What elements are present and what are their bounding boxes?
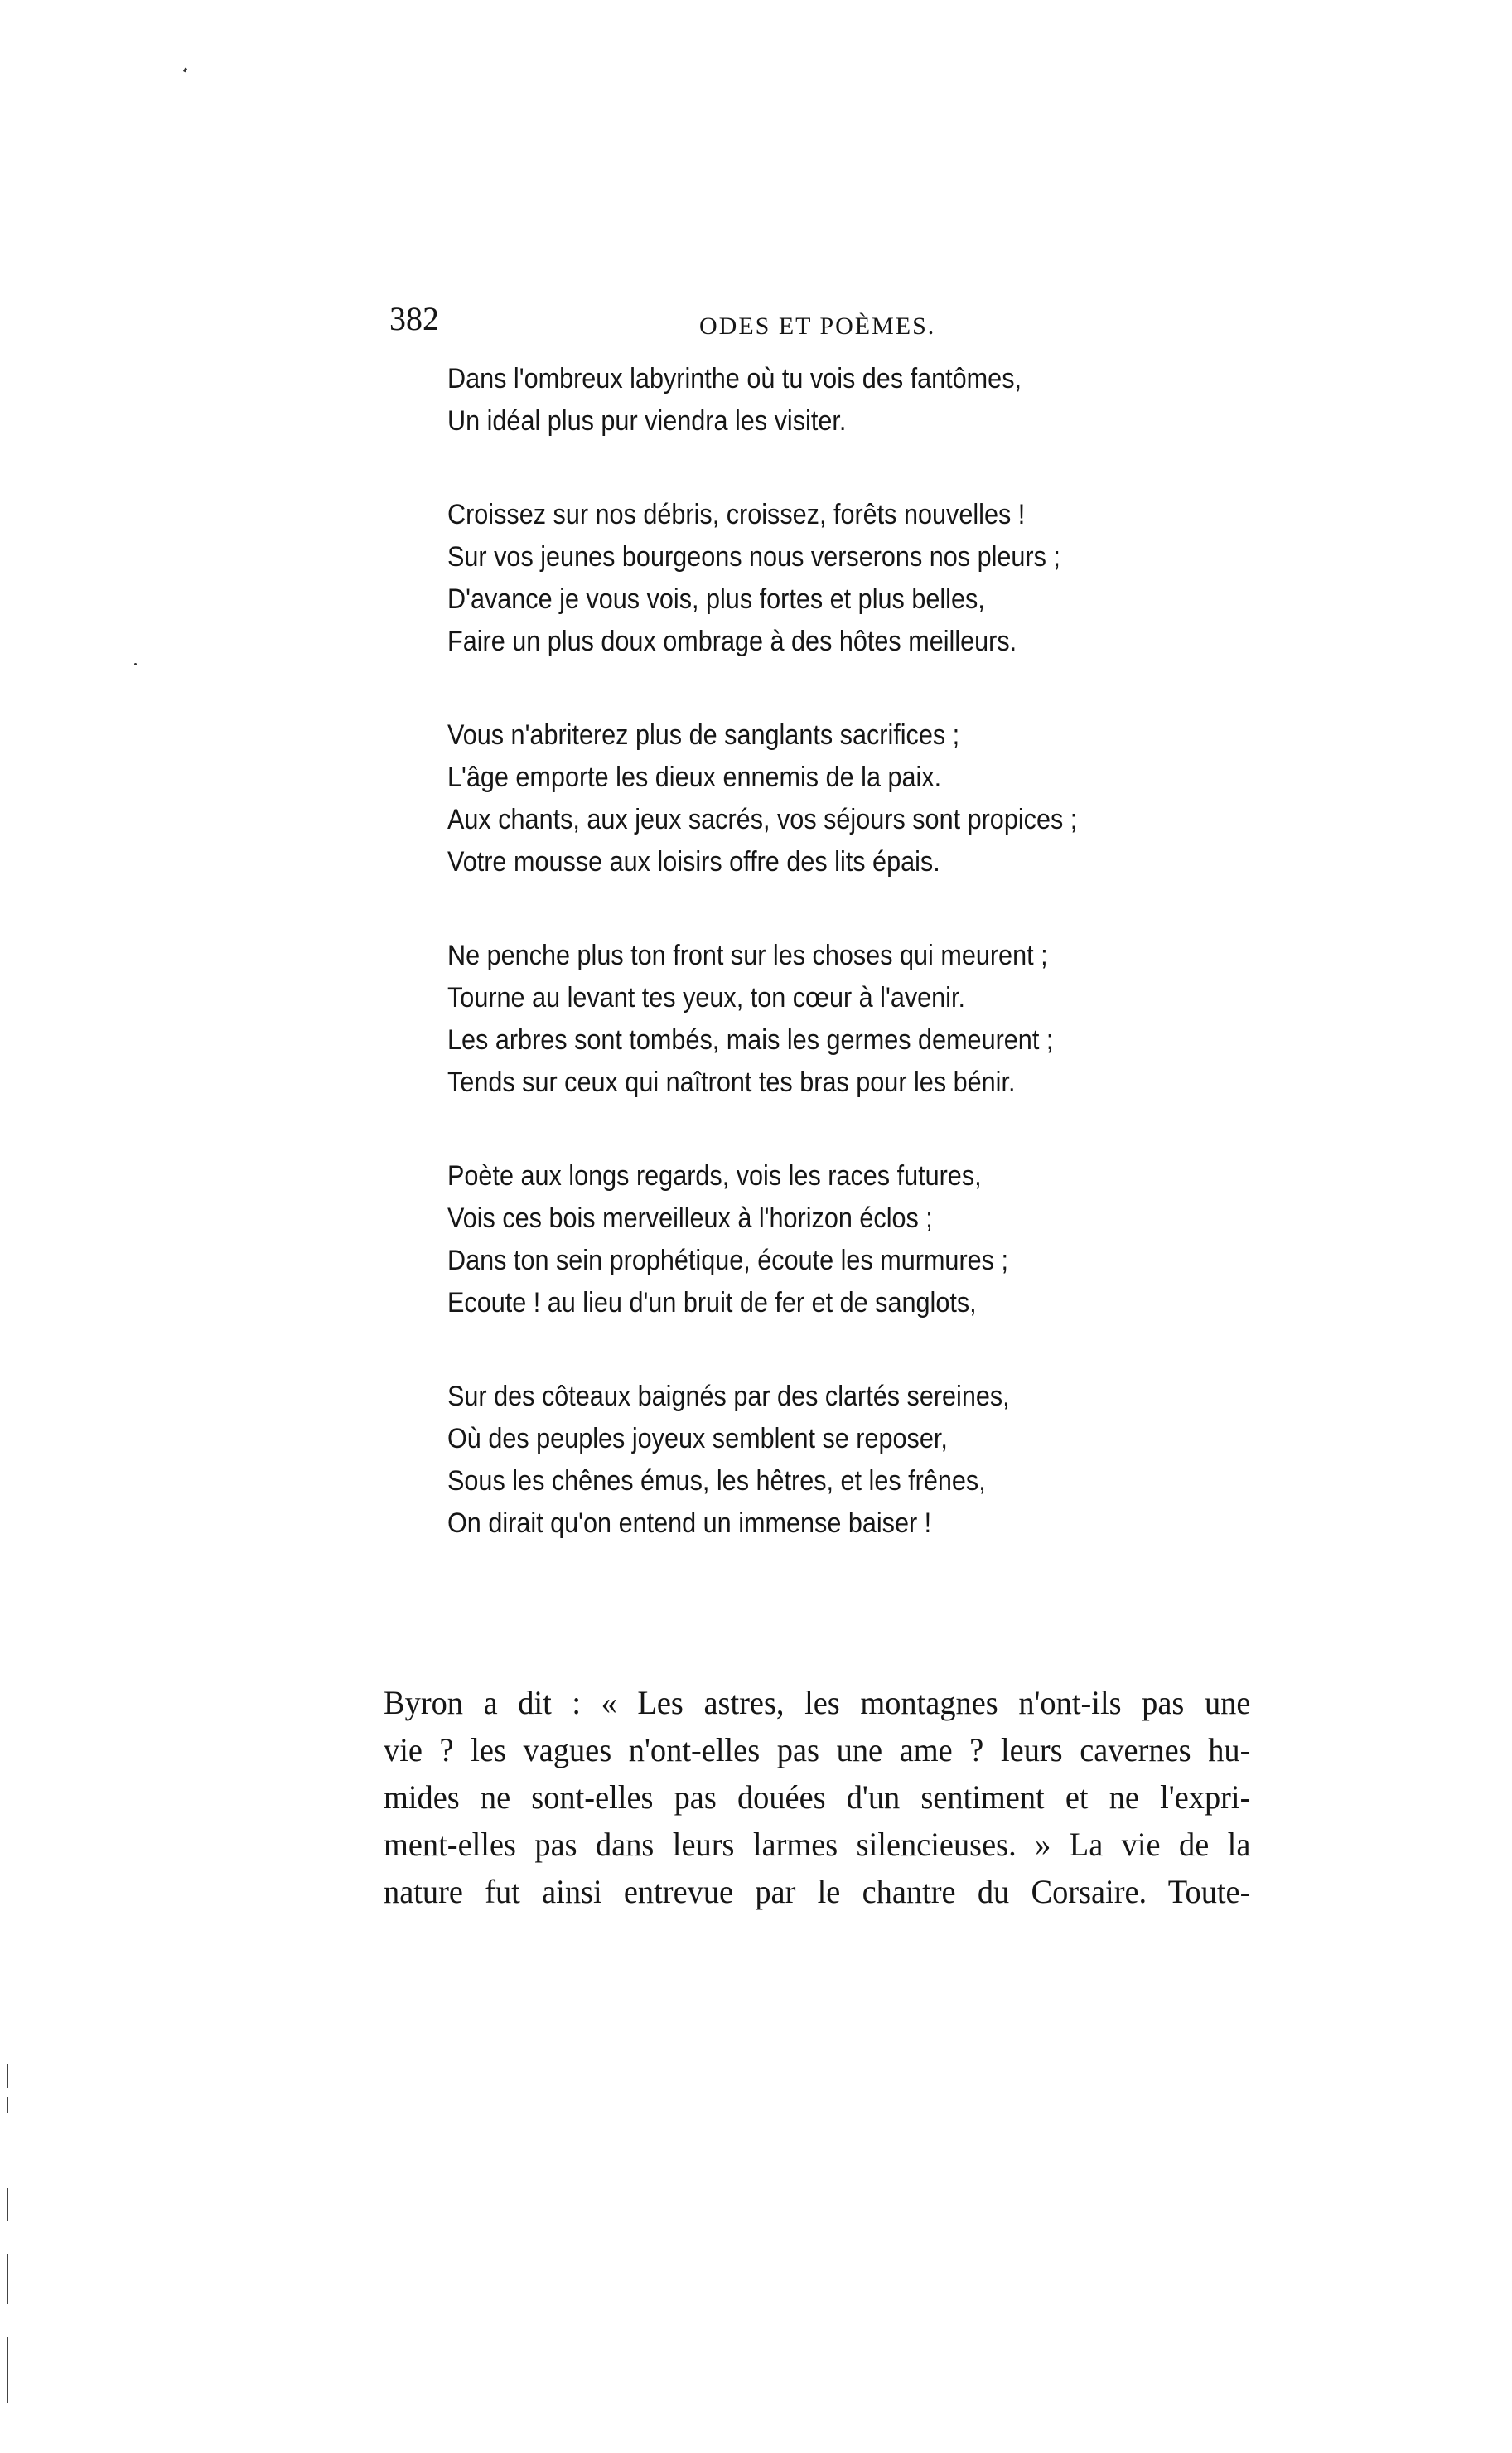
verse-line: D'avance je vous vois, plus fortes et plus belles, <box>447 583 985 615</box>
scan-edge-mark <box>7 2188 8 2221</box>
scan-speck <box>183 68 187 73</box>
scan-speck <box>134 663 137 665</box>
stanza <box>447 714 1276 883</box>
verse-line: Vois ces bois merveilleux à l'horizon éclos ; <box>447 1202 933 1234</box>
scan-edge-mark <box>7 2064 8 2088</box>
verse-line: Ecoute ! au lieu d'un bruit de fer et de sanglots, <box>447 1287 977 1318</box>
prose-paragraph <box>384 1679 1287 1915</box>
verse-line: On dirait qu'on entend un immense baiser ! <box>447 1507 932 1539</box>
verse-line: Vous n'abriterez plus de sanglants sacrifices ; <box>447 719 960 751</box>
stanza <box>447 935 1276 1104</box>
stanza <box>447 1376 1276 1545</box>
scan-edge-mark <box>7 2254 8 2304</box>
prose-line: nature fut ainsi entrevue par le chantre du Corsaire. Toute- <box>384 1873 1251 1910</box>
verse-line: Faire un plus doux ombrage à des hôtes meilleurs. <box>447 626 1017 657</box>
verse-line: L'âge emporte les dieux ennemis de la paix. <box>447 762 942 793</box>
verse-line: Sur vos jeunes bourgeons nous verserons nos pleurs ; <box>447 541 1060 573</box>
scan-edge-mark <box>7 2097 8 2113</box>
prose-line: mides ne sont-elles pas douées d'un sentiment et ne l'expri- <box>384 1778 1251 1816</box>
verse-line: Sous les chênes émus, les hêtres, et les frênes, <box>447 1465 986 1497</box>
verse-line: Les arbres sont tombés, mais les germes demeurent ; <box>447 1024 1054 1056</box>
verse-line: Un idéal plus pur viendra les visiter. <box>447 405 847 437</box>
prose-line: Byron a dit : « Les astres, les montagnes n'ont-ils pas une <box>384 1684 1251 1721</box>
stanza <box>447 358 1276 443</box>
verse-line: Sur des côteaux baignés par des clartés sereines, <box>447 1381 1010 1412</box>
verse-line: Tourne au levant tes yeux, ton cœur à l'avenir. <box>447 982 965 1014</box>
prose-line: ment-elles pas dans leurs larmes silencieuses. » La vie de la <box>384 1826 1251 1863</box>
scan-edge-mark <box>7 2337 8 2403</box>
verse-line: Poète aux longs regards, vois les races futures, <box>447 1160 982 1192</box>
verse-line: Aux chants, aux jeux sacrés, vos séjours sont propices ; <box>447 804 1078 835</box>
stanza <box>447 1155 1276 1324</box>
verse-line: Tends sur ceux qui naîtront tes bras pour les bénir. <box>447 1067 1016 1098</box>
stanza <box>447 494 1276 663</box>
verse-line: Ne penche plus ton front sur les choses qui meurent ; <box>447 940 1048 971</box>
verse-line: Dans l'ombreux labyrinthe où tu vois des fantômes, <box>447 363 1022 394</box>
poem <box>447 358 1276 1545</box>
prose-line: vie ? les vagues n'ont-elles pas une ame ? leurs cavernes hu- <box>384 1731 1251 1768</box>
running-header: ODES ET POÈMES. <box>699 312 936 340</box>
page-number: 382 <box>389 300 439 337</box>
verse-line: Croissez sur nos débris, croissez, forêts nouvelles ! <box>447 499 1026 530</box>
verse-line: Votre mousse aux loisirs offre des lits épais. <box>447 846 940 878</box>
verse-line: Où des peuples joyeux semblent se reposer, <box>447 1423 948 1454</box>
verse-line: Dans ton sein prophétique, écoute les murmures ; <box>447 1245 1008 1276</box>
